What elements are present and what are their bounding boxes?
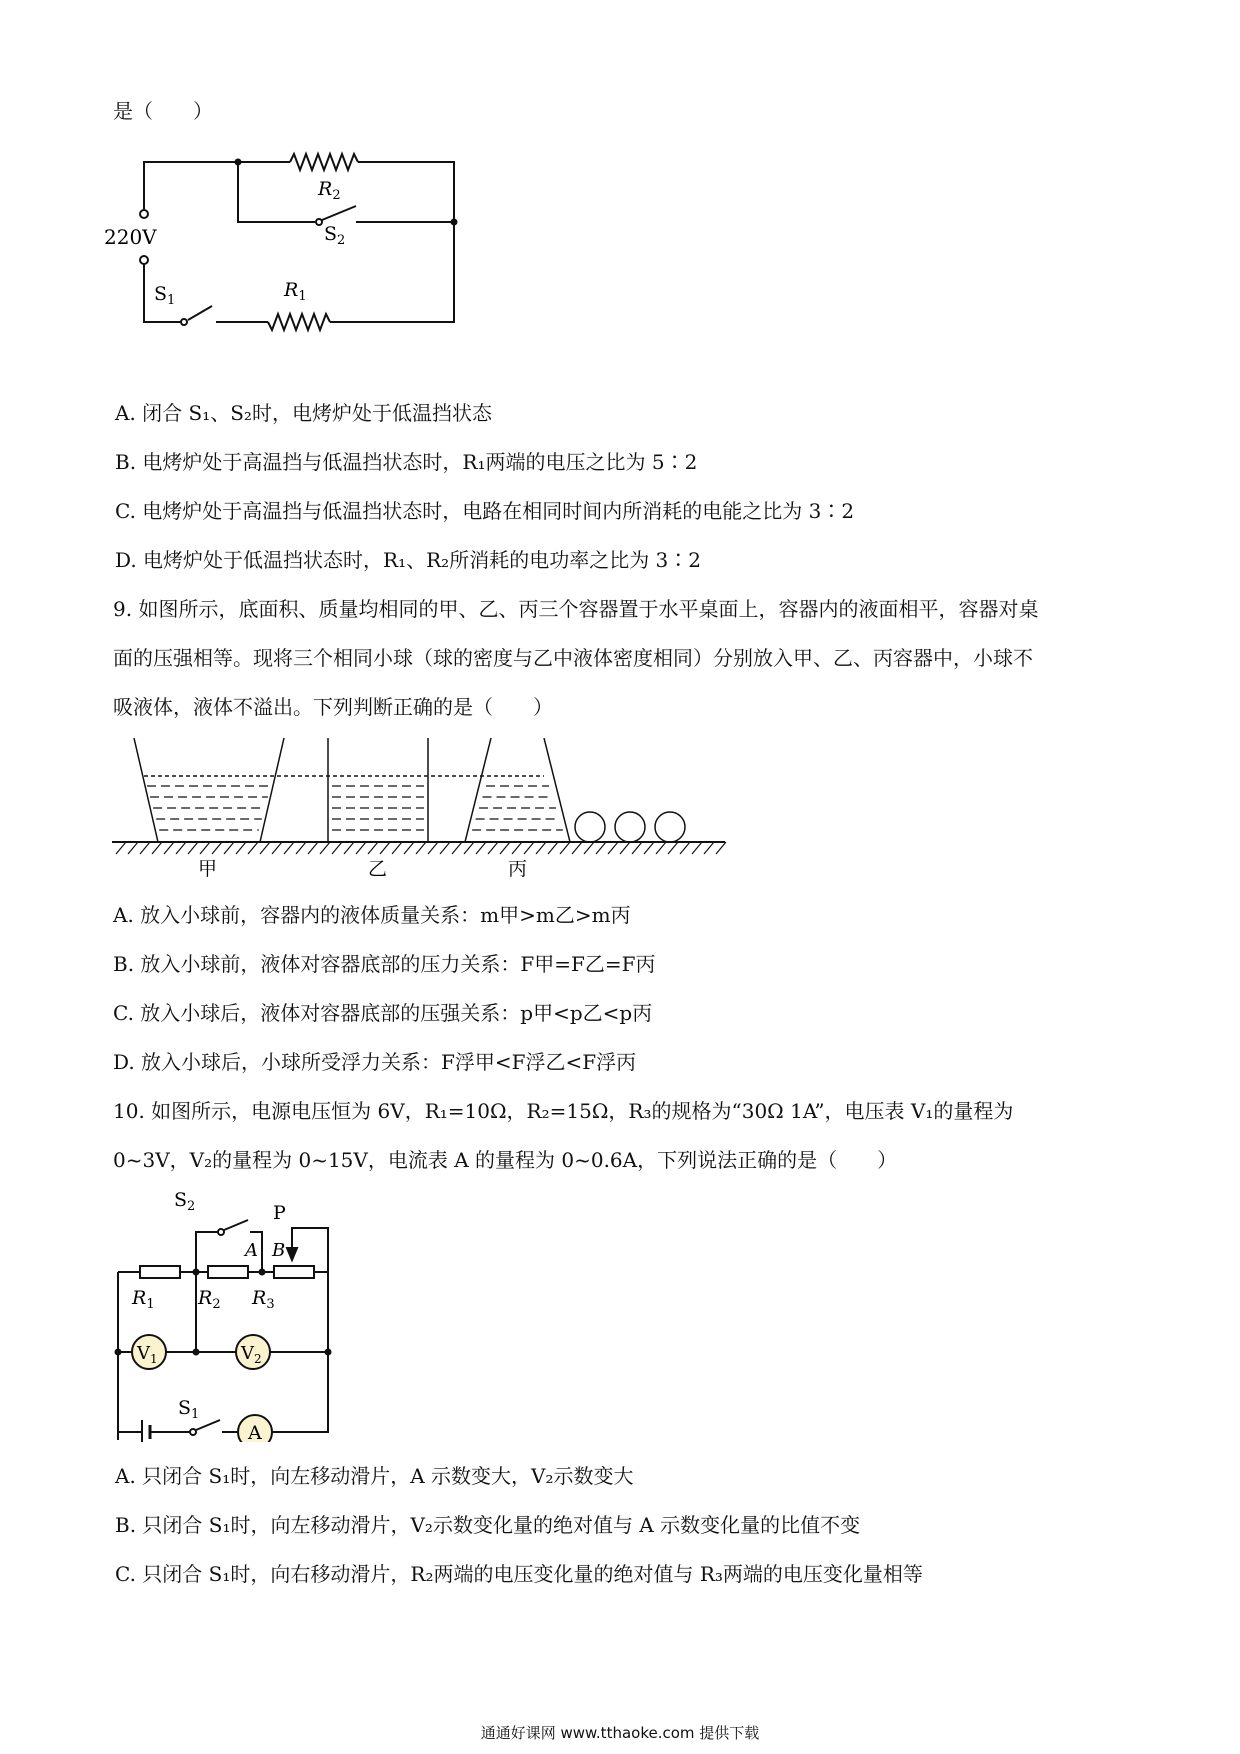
ground-hatch: [248, 842, 258, 854]
label-jia: 甲: [198, 858, 218, 880]
ground-hatch: [512, 842, 522, 854]
svg-text:R2: $R_2$: [198, 1287, 221, 1312]
ground-hatch: [536, 842, 546, 854]
ground-hatch: [236, 842, 246, 854]
label-yi: 乙: [368, 858, 388, 880]
ground-hatch: [476, 842, 486, 854]
ground-hatch: [644, 842, 654, 854]
source-terminal-bottom: [140, 256, 148, 264]
source-voltage-label: 220V: [104, 225, 157, 249]
ground-hatch: [404, 842, 414, 854]
ground-hatch: [572, 842, 582, 854]
q9-option-d: D. 放入小球后，小球所受浮力关系：F浮甲<F浮乙<F浮丙: [113, 1050, 637, 1074]
point-a-label: A: [245, 1240, 258, 1261]
svg-text:S2: $S_2$: [324, 223, 346, 248]
svg-text:R3: $R_3$: [252, 1287, 275, 1312]
q9-stem-line3: 吸液体，液体不溢出。下列判断正确的是（ ）: [113, 695, 553, 719]
s1-switch: [196, 1420, 220, 1430]
ground-hatch: [308, 842, 318, 854]
ground-hatch: [176, 842, 186, 854]
point-b-label: B: [272, 1240, 286, 1261]
s2-switch: [322, 206, 356, 220]
ground-hatch: [452, 842, 462, 854]
ground-hatch: [680, 842, 690, 854]
svg-text:S1: $S_1$: [178, 1397, 200, 1422]
r2-resistor: [208, 1266, 248, 1278]
ground-hatch: [416, 842, 426, 854]
ground-hatch: [224, 842, 234, 854]
ground-hatch: [128, 842, 138, 854]
ground-hatch: [356, 842, 366, 854]
svg-text:R1: $R_1$: [284, 279, 307, 304]
ground-hatch: [320, 842, 330, 854]
ball-2: [615, 812, 645, 842]
ground-hatch: [344, 842, 354, 854]
r2-label: R: [198, 1287, 213, 1309]
ground-hatch: [716, 842, 726, 854]
ground-hatch: [164, 842, 174, 854]
svg-text:V1: $V_1$: [137, 1343, 158, 1366]
container-bing: [465, 738, 570, 842]
label-bing: 丙: [508, 858, 528, 880]
s2-label: S: [324, 223, 338, 245]
q9-stem-line2: 面的压强相等。现将三个相同小球（球的密度与乙中液体密度相同）分别放入甲、乙、丙容器中，小球不: [113, 646, 1033, 670]
ground-hatch: [440, 842, 450, 854]
ground-hatch: [152, 842, 162, 854]
ground-hatch: [596, 842, 606, 854]
ground-hatch: [380, 842, 390, 854]
q8-option-c: C. 电烤炉处于高温挡与低温挡状态时，电路在相同时间内所消耗的电能之比为 3∶2: [115, 499, 855, 523]
r1-resistor: [140, 1266, 180, 1278]
s1-label: S: [178, 1397, 192, 1419]
q9-option-c: C. 放入小球后，液体对容器底部的压强关系：p甲<p乙<p丙: [113, 1001, 653, 1025]
s1-switch: [188, 306, 212, 320]
ground-hatch: [116, 842, 126, 854]
slider-arrow: [287, 1248, 297, 1260]
r3-label: R: [252, 1287, 267, 1309]
ground-hatch: [500, 842, 510, 854]
svg-text:V2: $V_2$: [241, 1343, 262, 1366]
ground-hatch: [704, 842, 714, 854]
q8-option-b: B. 电烤炉处于高温挡与低温挡状态时，R₁两端的电压之比为 5∶2: [115, 450, 698, 474]
q8-circuit-diagram: [100, 140, 480, 340]
r1-label: R: [132, 1287, 147, 1309]
v1-label: V: [137, 1343, 150, 1364]
s1-label: S: [154, 283, 168, 305]
q10-circuit-diagram: [100, 1192, 360, 1442]
q8-stem-tail: 是（ ）: [113, 99, 213, 123]
q10-option-b: B. 只闭合 S₁时，向左移动滑片，V₂示数变化量的绝对值与 A 示数变化量的比值不变: [115, 1513, 861, 1537]
ground-hatch: [368, 842, 378, 854]
source-terminal-top: [140, 210, 148, 218]
ground-hatch: [428, 842, 438, 854]
ground-hatch: [392, 842, 402, 854]
page-footer: 通通好课网 www.tthaoke.com 提供下载: [480, 1724, 760, 1742]
r2-resistor: [290, 154, 358, 170]
svg-text:R1: $R_1$: [132, 1287, 155, 1312]
q10-option-c: C. 只闭合 S₁时，向右移动滑片，R₂两端的电压变化量的绝对值与 R₃两端的电压变化量相等: [115, 1562, 923, 1586]
ground-hatch: [656, 842, 666, 854]
ground-hatch: [632, 842, 642, 854]
q10-stem-line1: 10. 如图所示，电源电压恒为 6V，R₁=10Ω，R₂=15Ω，R₃的规格为“30Ω 1A”，电压表 V₁的量程为: [113, 1099, 1014, 1123]
q9-containers-diagram: [110, 730, 730, 890]
ground-hatch: [212, 842, 222, 854]
container-jia: [134, 738, 284, 842]
q8-option-a: A. 闭合 S₁、S₂时，电烤炉处于低温挡状态: [115, 401, 492, 425]
ground-hatch: [272, 842, 282, 854]
ground-hatch: [284, 842, 294, 854]
r2-label: R: [318, 178, 333, 200]
r1-resistor: [268, 314, 330, 330]
q10-option-a: A. 只闭合 S₁时，向左移动滑片，A 示数变大，V₂示数变大: [115, 1464, 634, 1488]
ball-1: [575, 812, 605, 842]
q9-option-b: B. 放入小球前，液体对容器底部的压力关系：F甲=F乙=F丙: [113, 952, 656, 976]
r1-label: R: [284, 279, 299, 301]
q9-stem-line1: 9. 如图所示，底面积、质量均相同的甲、乙、丙三个容器置于水平桌面上，容器内的液面相平，容器对桌: [113, 597, 1039, 621]
ground-hatch: [668, 842, 678, 854]
q8-option-d: D. 电烤炉处于低温挡状态时，R₁、R₂所消耗的电功率之比为 3∶2: [115, 548, 701, 572]
s2-label: S: [174, 1192, 188, 1211]
ball-3: [655, 812, 685, 842]
svg-text:S2: $S_2$: [174, 1192, 195, 1214]
ground-hatch: [332, 842, 342, 854]
q9-option-a: A. 放入小球前，容器内的液体质量关系：m甲>m乙>m丙: [113, 903, 631, 927]
q10-stem-line2: 0~3V，V₂的量程为 0~15V，电流表 A 的量程为 0~0.6A，下列说法正确的是（ ）: [113, 1148, 898, 1172]
v2-label: V: [241, 1343, 254, 1364]
ground-hatch: [188, 842, 198, 854]
ground-hatch: [200, 842, 210, 854]
ground-hatch: [548, 842, 558, 854]
svg-text:R2: $R_2$: [318, 178, 341, 203]
ground-hatch: [560, 842, 570, 854]
ground-hatch: [524, 842, 534, 854]
ground-hatch: [296, 842, 306, 854]
ground-hatch: [464, 842, 474, 854]
ammeter-label: A: [248, 1422, 262, 1442]
container-yi: [328, 738, 428, 842]
slider-p-label: P: [273, 1202, 286, 1224]
ground-hatch: [584, 842, 594, 854]
ground-hatch: [140, 842, 150, 854]
svg-text:S1: $S_1$: [154, 283, 176, 308]
ground-hatch: [260, 842, 270, 854]
ground-hatch: [608, 842, 618, 854]
s2-switch: [224, 1220, 248, 1230]
ground-hatch: [620, 842, 630, 854]
r3-rheostat: [274, 1266, 314, 1278]
ground-hatch: [488, 842, 498, 854]
ground-hatch: [692, 842, 702, 854]
